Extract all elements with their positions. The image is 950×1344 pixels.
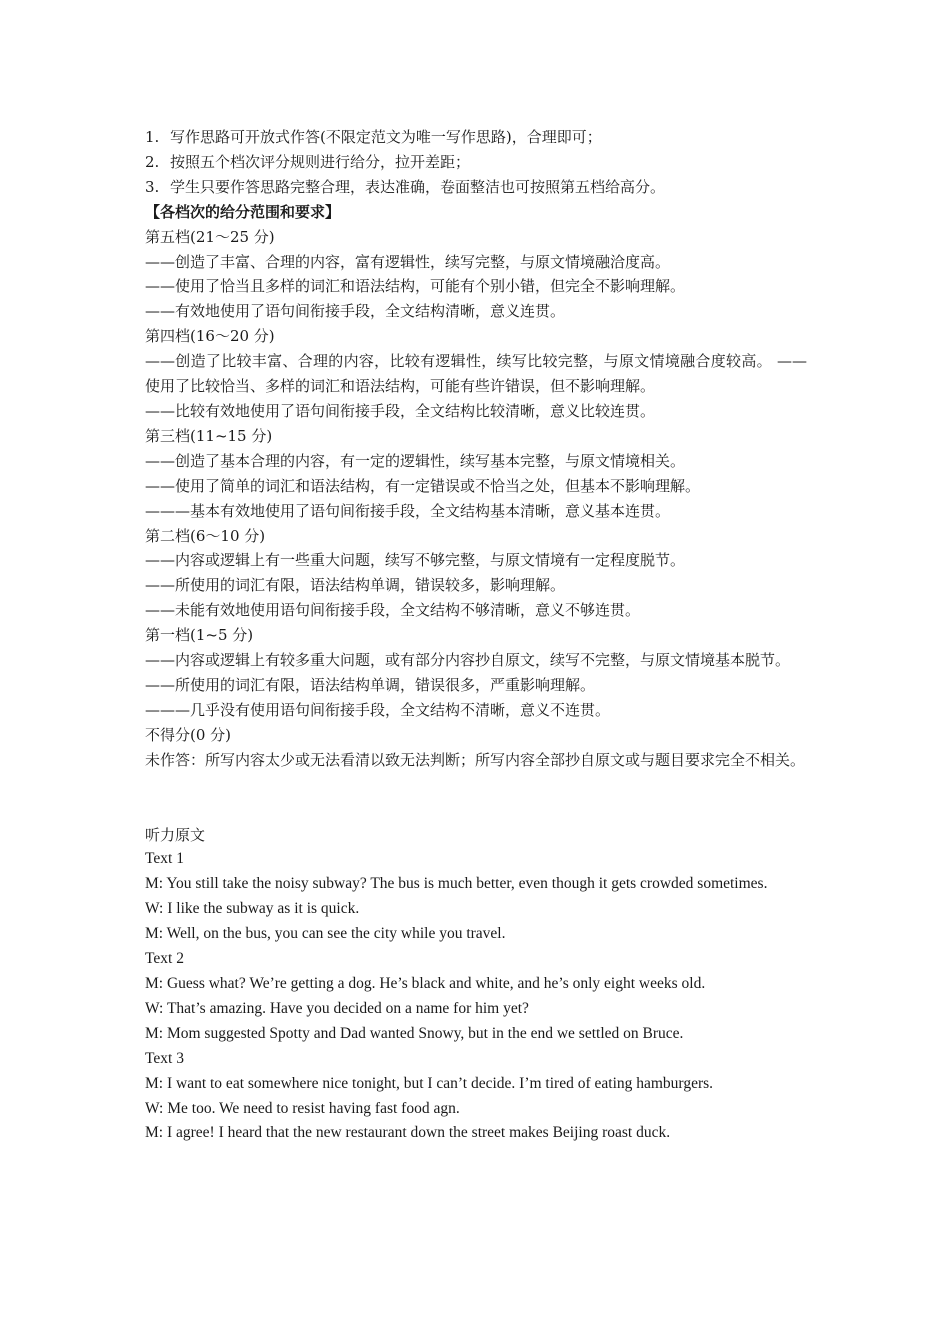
grade2-criterion: ——未能有效地使用语句间衔接手段，全文结构不够清晰，意义不够连贯。 <box>145 601 641 620</box>
dialogue-line: W: That’s amazing. Have you decided on a name for him yet? <box>145 999 529 1017</box>
grade5-criterion: ——使用了恰当且多样的词汇和语法结构，可能有个别小错，但完全不影响理解。 <box>145 277 686 296</box>
grade5-criterion: ——有效地使用了语句间衔接手段，全文结构清晰，意义连贯。 <box>145 302 566 321</box>
document-page <box>145 125 807 1146</box>
grade4-criterion: ——比较有效地使用了语句间衔接手段，全文结构比较清晰，意义比较连贯。 <box>145 401 656 420</box>
rule-item: 1. 写作思路可开放式作答(不限定范文为唯一写作思路)，合理即可； <box>145 128 602 146</box>
grade0-title: 不得分(0 分) <box>145 725 232 744</box>
grade0-criterion: 未作答：所写内容太少或无法看清以致无法判断；所写内容全部抄自原文或与题目要求完全不相关。 <box>145 750 806 769</box>
text2-title: Text 2 <box>145 950 184 968</box>
grade1-criterion: ——所使用的词汇有限，语法结构单调，错误很多，严重影响理解。 <box>145 675 596 694</box>
text1-title: Text 1 <box>145 850 184 868</box>
grade3-criterion: ——创造了基本合理的内容，有一定的逻辑性，续写基本完整，与原文情境相关。 <box>145 451 686 470</box>
grade3-title: 第三档(11~15 分) <box>145 426 273 445</box>
dialogue-line: M: Well, on the bus, you can see the city while you travel. <box>145 925 506 943</box>
grade1-criterion: ———几乎没有使用语句间衔接手段，全文结构不清晰，意义不连贯。 <box>145 700 611 719</box>
rule-item: 2. 按照五个档次评分规则进行给分，拉开差距； <box>145 152 471 171</box>
dialogue-line: W: I like the subway as it is quick. <box>145 900 360 918</box>
grade5-criterion: ——创造了丰富、合理的内容，富有逻辑性，续写完整，与原文情境融洽度高。 <box>145 252 671 271</box>
dialogue-line: M: Guess what? We’re getting a dog. He’s black and white, and he’s only eight weeks old. <box>145 975 706 992</box>
grade4-title: 第四档(16～20 分) <box>145 327 275 346</box>
grade2-criterion: ——内容或逻辑上有一些重大问题，续写不够完整，与原文情境有一定程度脱节。 <box>145 551 686 570</box>
dialogue-line: M: I agree! I heard that the new restaurant down the street makes Beijing roast duck. <box>145 1124 671 1142</box>
dialogue-line: M: Mom suggested Spotty and Dad wanted Snowy, but in the end we settled on Bruce. <box>145 1024 684 1042</box>
grade3-criterion: ——使用了简单的词汇和语法结构，有一定错误或不恰当之处，但基本不影响理解。 <box>145 476 701 495</box>
rule-item: 3. 学生只要作答思路完整合理，表达准确，卷面整洁也可按照第五档给高分。 <box>145 177 666 196</box>
grade4-criterion: ——创造了比较丰富、合理的内容，比较有逻辑性，续写比较完整，与原文情境融合度较高。 ——使用了比较恰当、多样的词汇和语法结构，可能有些许错误，但不影响理解。 <box>145 352 807 396</box>
grade1-title: 第一档(1~5 分) <box>145 626 254 645</box>
listening-heading: 听力原文 <box>145 825 206 844</box>
grade5-title: 第五档(21～25 分) <box>145 227 275 246</box>
grade1-criterion: ——内容或逻辑上有较多重大问题，或有部分内容抄自原文，续写不完整，与原文情境基本脱节。 <box>145 651 791 670</box>
grading-heading: 【各档次的给分范围和要求】 <box>145 202 341 221</box>
dialogue-line: M: I want to eat somewhere nice tonight, but I can’t decide. I’m tired of eating hamburgers. <box>145 1074 714 1092</box>
dialogue-line: W: Me too. We need to resist having fast food agn. <box>145 1099 460 1117</box>
grade3-criterion: ———基本有效地使用了语句间衔接手段，全文结构基本清晰，意义基本连贯。 <box>145 501 671 520</box>
grade2-title: 第二档(6～10 分) <box>145 526 266 545</box>
text3-title: Text 3 <box>145 1049 184 1067</box>
grade2-criterion: ——所使用的词汇有限，语法结构单调，错误较多，影响理解。 <box>145 576 566 595</box>
section-spacer <box>145 773 807 823</box>
dialogue-line: M: You still take the noisy subway? The bus is much better, even though it gets crowded sometimes. <box>145 875 768 893</box>
